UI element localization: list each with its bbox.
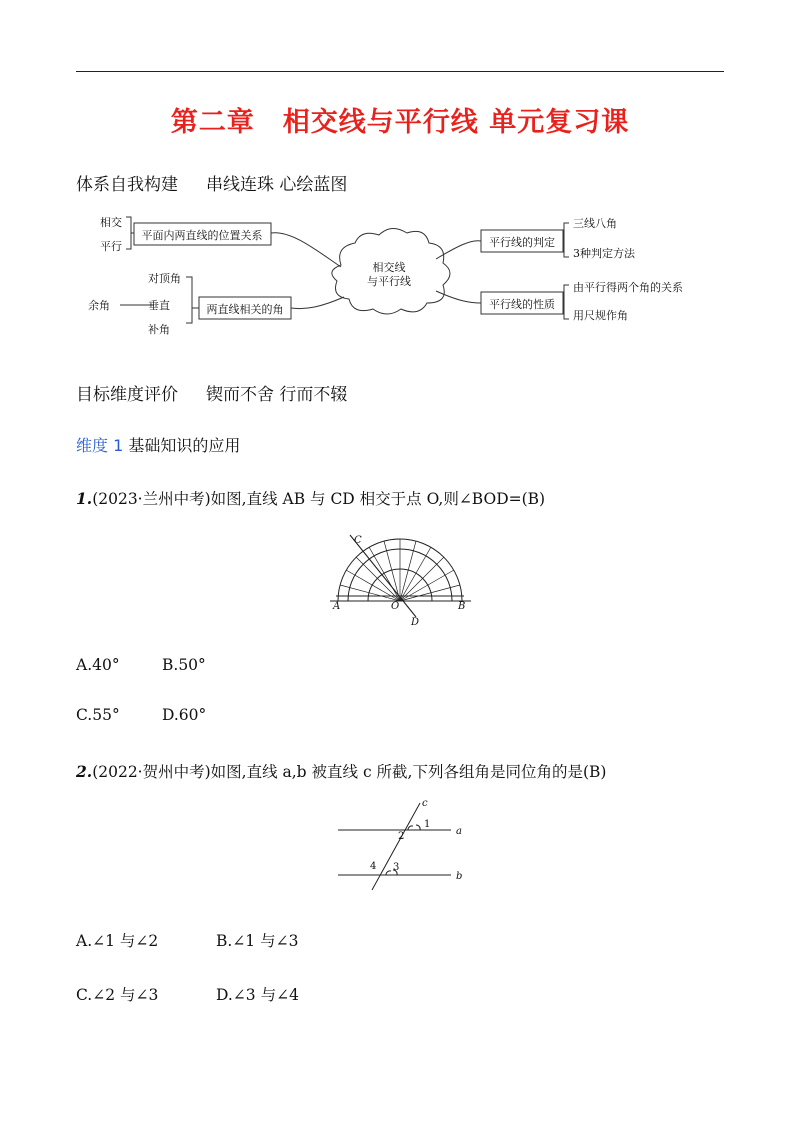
label-C: C — [354, 535, 362, 546]
item-complementary: 余角 — [88, 299, 110, 312]
question-2 — [76, 760, 606, 782]
question-2-number: 2. — [76, 762, 93, 781]
label-b: b — [456, 871, 463, 882]
box-related-angles-label: 两直线相关的角 — [206, 303, 284, 316]
q1-option-c[interactable]: C.55° — [76, 706, 120, 724]
protractor-figure — [328, 533, 473, 628]
label-a: a — [456, 826, 462, 837]
transversal-figure — [336, 797, 476, 892]
section-system-build — [76, 170, 347, 195]
header-rule — [76, 71, 724, 72]
question-1-text: (2023·兰州中考)如图,直线 AB 与 CD 相交于点 O,则∠BOD=(B) — [92, 490, 546, 508]
dimension-label: 维度 1 — [76, 436, 124, 455]
q1-option-d[interactable]: D.60° — [162, 706, 207, 724]
page-title: 第二章 相交线与平行线 单元复习课 — [170, 107, 630, 138]
dimension-text: 基础知识的应用 — [128, 436, 241, 455]
question-2-options-row1 — [76, 929, 298, 951]
item-supplementary: 补角 — [148, 323, 170, 336]
mind-map-center-line2: 与平行线 — [367, 275, 411, 288]
section-system-build-motto: 串线连珠 心绘蓝图 — [206, 175, 348, 195]
item-angle-relation: 由平行得两个角的关系 — [573, 281, 683, 294]
box-position-relation-label: 平面内两直线的位置关系 — [141, 229, 263, 242]
q2-option-a[interactable]: A.∠1 与∠2 — [76, 932, 159, 950]
question-1-number: 1. — [76, 489, 93, 508]
item-intersect: 相交 — [100, 216, 122, 229]
item-parallel: 平行 — [100, 240, 122, 253]
question-1 — [76, 487, 545, 509]
q1-option-b[interactable]: B.50° — [162, 656, 206, 674]
box-parallel-property-label: 平行线的性质 — [489, 298, 555, 311]
label-D: D — [411, 617, 420, 628]
q1-option-a[interactable]: A.40° — [76, 656, 120, 674]
label-angle-2: 2 — [398, 831, 405, 842]
label-c: c — [422, 798, 428, 809]
item-three-lines: 三线八角 — [573, 217, 617, 230]
box-parallel-judgement-label: 平行线的判定 — [489, 236, 555, 249]
label-angle-3: 3 — [393, 862, 400, 873]
question-2-options-row2 — [76, 983, 299, 1005]
q2-option-d[interactable]: D.∠3 与∠4 — [216, 986, 299, 1004]
label-O: O — [391, 601, 400, 612]
mind-map — [76, 205, 736, 355]
item-vertical-angles: 对顶角 — [148, 272, 181, 285]
item-perpendicular: 垂直 — [148, 299, 170, 312]
q2-option-c[interactable]: C.∠2 与∠3 — [76, 986, 159, 1004]
question-1-options-row1 — [76, 656, 206, 674]
item-three-methods: 3种判定方法 — [573, 247, 635, 260]
section-system-build-label: 体系自我构建 — [76, 175, 178, 195]
mind-map-center-line1: 相交线 — [372, 261, 406, 274]
section-goal-evaluation-label: 目标维度评价 — [76, 385, 178, 405]
q2-option-b[interactable]: B.∠1 与∠3 — [216, 932, 299, 950]
dimension-heading — [76, 433, 240, 456]
label-A: A — [333, 601, 341, 612]
item-construct-angle: 用尺规作角 — [573, 309, 628, 322]
question-1-options-row2 — [76, 706, 206, 724]
label-angle-4: 4 — [370, 861, 377, 872]
question-2-text: (2022·贺州中考)如图,直线 a,b 被直线 c 所截,下列各组角是同位角的是(B) — [92, 763, 607, 781]
label-B: B — [458, 601, 466, 612]
label-angle-1: 1 — [424, 819, 431, 830]
section-goal-evaluation-motto: 锲而不舍 行而不辍 — [206, 385, 348, 405]
section-goal-evaluation — [76, 380, 347, 405]
